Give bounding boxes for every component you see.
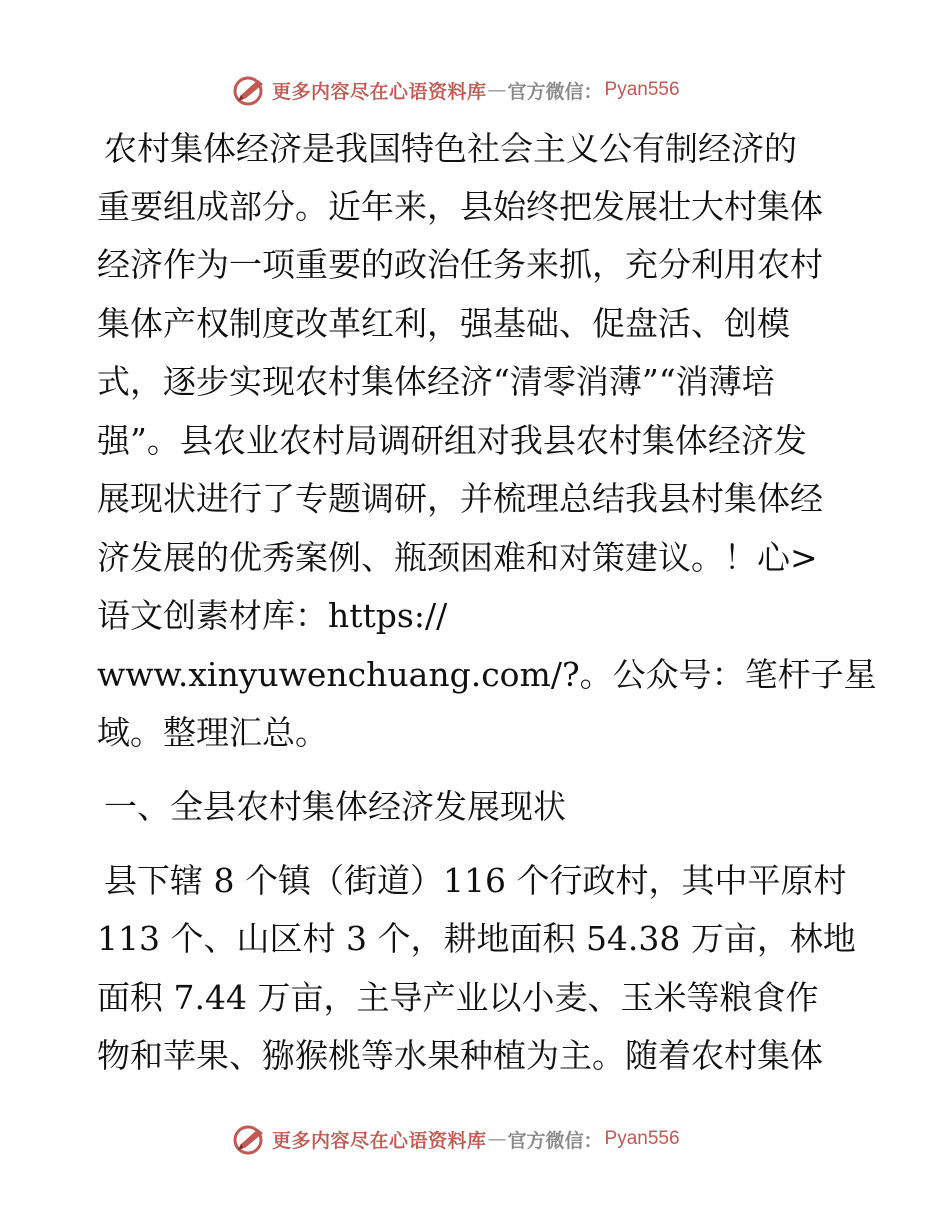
paragraph-line: 集体产权制度改革红利，强基础、促盘活、创模: [97, 304, 790, 343]
paragraph-line: 式，逐步实现农村集体经济“清零消薄”“消薄培: [97, 362, 775, 401]
paragraph-line: 经济作为一项重要的政治任务来抓，充分利用农村: [97, 245, 823, 284]
paragraph-line: 展现状进行了专题调研，并梳理总结我县村集体经: [97, 479, 823, 518]
paragraph-line: 济发展的优秀案例、瓶颈困难和对策建议。！心>: [97, 538, 818, 577]
pen-logo-icon: [232, 72, 268, 108]
banner-text: 更多内容尽在心语资料库: [272, 1129, 487, 1152]
header-banner: [232, 72, 680, 108]
paragraph-line: 域。整理汇总。: [97, 713, 328, 752]
section-heading: 一、全县农村集体经济发展现状: [104, 787, 566, 826]
banner-text: 更多内容尽在心语资料库: [272, 80, 487, 103]
paragraph-line: 农村集体经济是我国特色社会主义公有制经济的: [104, 129, 797, 168]
paragraph-line: www.xinyuwenchuang.com/?。公众号：笔杆子星: [97, 655, 877, 694]
pen-logo-icon: [232, 1121, 268, 1157]
footer-banner: [232, 1121, 680, 1157]
paragraph-line: 语文创素材库：https://: [97, 596, 448, 635]
paragraph-line: 物和苹果、猕猴桃等水果种植为主。随着农村集体: [97, 1036, 823, 1075]
wechat-label: 官方微信：: [507, 80, 603, 103]
banner-separator: —: [487, 1128, 507, 1150]
paragraph-line: 县下辖 8 个镇（街道）116 个行政村，其中平原村: [104, 861, 847, 900]
banner-separator: —: [487, 79, 507, 101]
paragraph-line: 113 个、山区村 3 个，耕地面积 54.38 万亩，林地: [97, 919, 856, 958]
paragraph-line: 重要组成部分。近年来，县始终把发展壮大村集体: [97, 187, 823, 226]
wechat-id: Pyan556: [604, 79, 680, 100]
wechat-label: 官方微信：: [507, 1129, 603, 1152]
paragraph-line: 面积 7.44 万亩，主导产业以小麦、玉米等粮食作: [97, 978, 819, 1017]
wechat-id: Pyan556: [604, 1128, 680, 1149]
paragraph-line: 强”。县农业农村局调研组对我县农村集体经济发: [97, 421, 807, 460]
